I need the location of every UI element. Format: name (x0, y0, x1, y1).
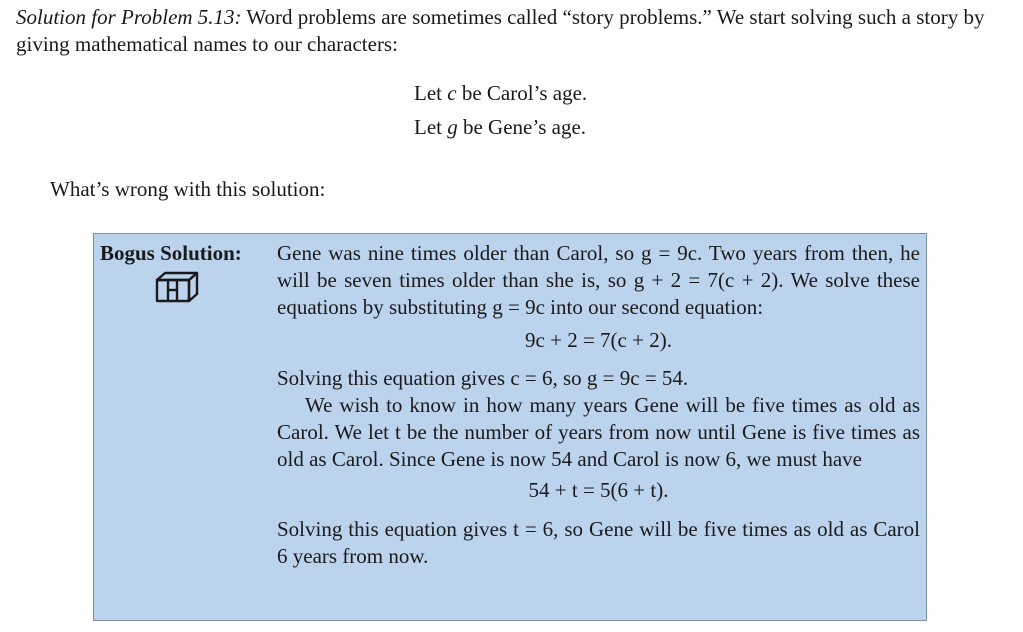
bogus-solution-label: Bogus Solution: (100, 241, 242, 265)
let-g-suffix: be Gene’s age. (457, 115, 587, 139)
bogus-solution-body (277, 240, 920, 570)
let-g-variable: g (447, 115, 458, 139)
let-c-prefix: Let (414, 81, 448, 105)
intro-paragraph (16, 4, 1012, 58)
let-c-line (414, 80, 587, 114)
equation-1: 9c + 2 = 7(c + 2). (525, 328, 672, 352)
bogus-paragraph-3: We wish to know in how many years Gene will be five times as old as Carol. We let t be the number of years from now until Gene is five times as old as Carol. Since Gene is now 54 and Carol is now 6, we must have (277, 393, 920, 471)
bogus-solution-box (93, 233, 927, 621)
variable-definitions (414, 80, 587, 148)
let-c-suffix: be Carol’s age. (456, 81, 588, 105)
let-c-variable: c (447, 81, 457, 105)
bogus-paragraph-1: Gene was nine times older than Carol, so g = 9c. Two years from then, he will be seven times older than she is, so g + 2 = 7(c + 2). We solve these equations by substituting g = 9c into our second equation: (277, 241, 920, 319)
question-text: What’s wrong with this solution: (50, 177, 326, 201)
let-g-line (414, 114, 587, 148)
solution-heading: Solution for Problem 5.13: (16, 5, 242, 29)
let-g-prefix: Let (414, 115, 448, 139)
cube-icon (153, 270, 201, 304)
bogus-paragraph-4: Solving this equation gives t = 6, so Gene will be five times as old as Carol 6 years from now. (277, 517, 920, 568)
bogus-paragraph-2: Solving this equation gives c = 6, so g = 9c = 54. (277, 366, 689, 390)
equation-2: 54 + t = 5(6 + t). (528, 478, 669, 502)
intro-text: Word problems are sometimes called “story problems.” We start solving such a story by giving mathematical names to our characters: (16, 5, 985, 56)
